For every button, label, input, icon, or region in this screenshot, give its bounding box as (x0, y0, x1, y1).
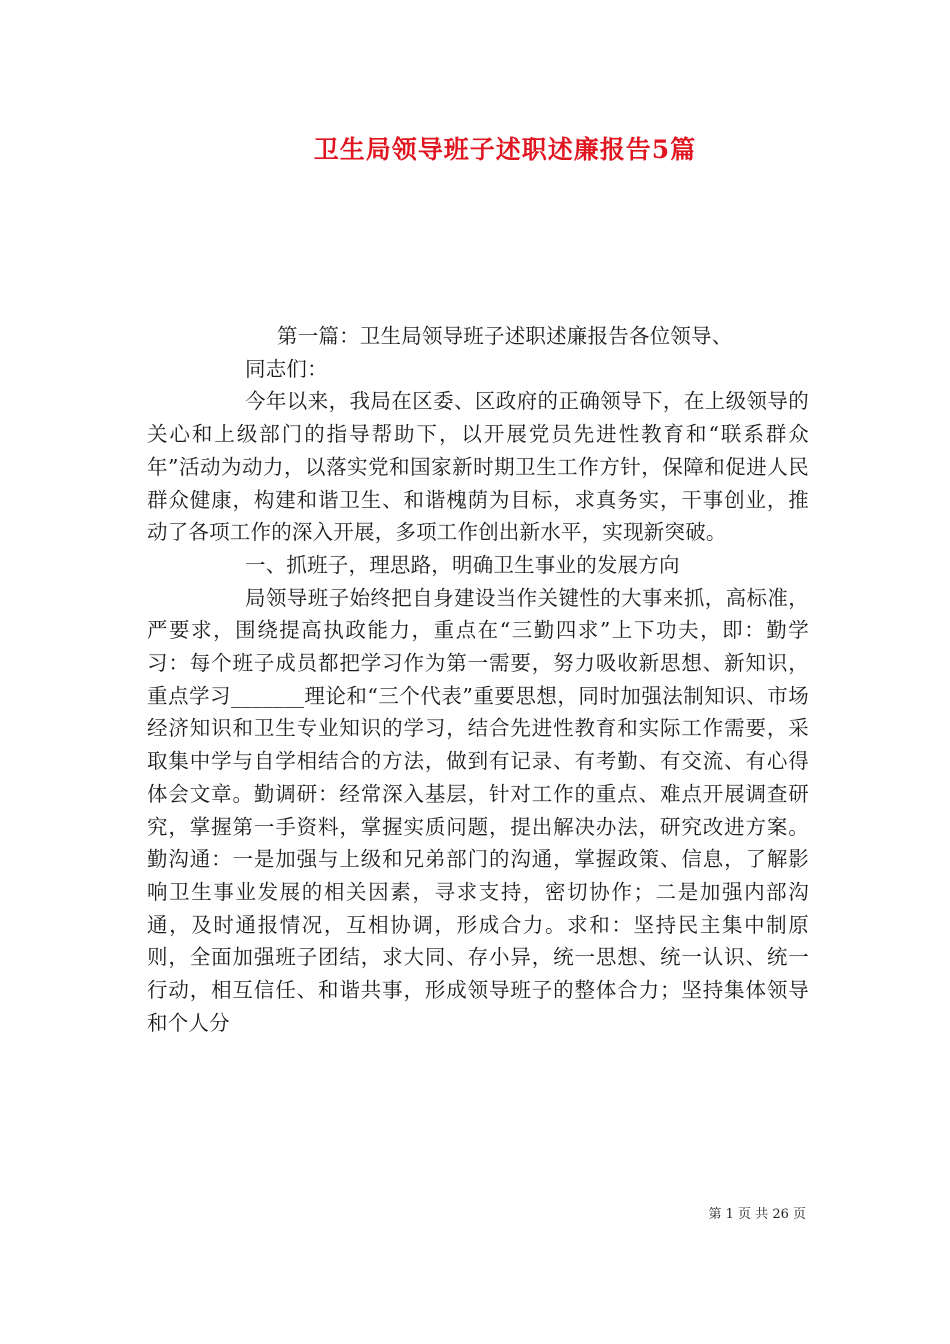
paragraph-body: 局领导班子始终把自身建设当作关键性的大事来抓，高标准，严要求，围绕提高执政能力，重点在“三勤四求”上下功夫，即：勤学习：每个班子成员都把学习作为第一需要，努力吸收新思想、新知识，重点学习_______理论和“三个代表”重要思想，同时加强法制知识、市场经济知识和卫生专业知识的学习，结合先进性教育和实际工作需要，采取集中学与自学相结合的方法，做到有记录、有考勤、有交流、有心得体会文章。勤调研：经常深入基层，针对工作的重点、难点开展调查研究，掌握第一手资料，掌握实质问题，提出解决办法，研究改进方案。勤沟通：一是加强与上级和兄弟部门的沟通，掌握政策、信息，了解影响卫生事业发展的相关因素，寻求支持，密切协作；二是加强内部沟通，及时通报情况，互相协调，形成合力。求和：坚持民主集中制原则，全面加强班子团结，求大同、存小异，统一思想、统一认识、统一行动，相互信任、和谐共事，形成领导班子的整体合力；坚持集体领导和个人分 (147, 585, 809, 1035)
paragraph-heading: 第一篇：卫生局领导班子述职述廉报告各位领导、 (277, 324, 733, 348)
page-number: 第 1 页 共 26 页 (708, 1207, 806, 1222)
section-heading: 一、抓班子，理思路，明确卫生事业的发展方向 (245, 552, 680, 577)
paragraph-intro: 今年以来，我局在区委、区政府的正确领导下，在上级领导的关心和上级部门的指导帮助下，以开展党员先进性教育和“联系群众年”活动为动力，以落实党和国家新时期卫生工作方针，保障和促进人民群众健康，构建和谐卫生、和谐槐荫为目标，求真务实，干事创业，推动了各项工作的深入开展，多项工作创出新水平，实现新突破。 (147, 389, 809, 545)
document-title: 卫生局领导班子述职述廉报告5篇 (313, 135, 697, 164)
paragraph-salutation: 同志们： (245, 356, 328, 381)
document-body (147, 320, 809, 1039)
